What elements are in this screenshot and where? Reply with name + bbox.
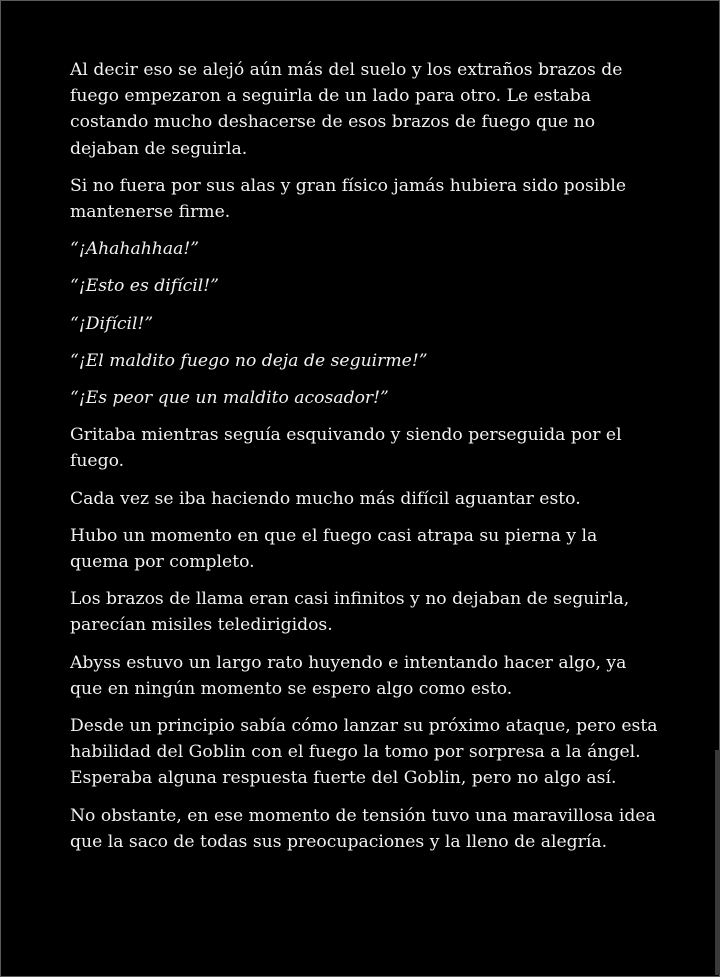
dialogue-line: “¡Difícil!” [70,313,154,334]
dialogue-line: “¡Es peor que un maldito acosador!” [70,388,389,409]
paragraph: Gritaba mientras seguía esquivando y siendo perseguida por el fuego. [70,425,622,472]
dialogue-line: “¡Esto es difícil!” [70,276,219,297]
paragraph: Los brazos de llama eran casi infinitos y no dejaban de seguirla, parecían misiles teledirigidos. [70,589,630,636]
story-text [70,57,660,866]
dialogue-line: “¡Ahahahhaa!” [70,239,200,260]
dialogue-line: “¡El maldito fuego no deja de seguirme!” [70,350,428,371]
paragraph: Desde un principio sabía cómo lanzar su próximo ataque, pero esta habilidad del Goblin con el fuego la tomo por sorpresa a la ángel. Esperaba alguna respuesta fuerte del Goblin, pero no algo así. [70,716,658,789]
scrollbar[interactable] [715,750,720,975]
paragraph: Abyss estuvo un largo rato huyendo e intentando hacer algo, ya que en ningún momento se espero algo como esto. [70,652,627,699]
paragraph: Hubo un momento en que el fuego casi atrapa su pierna y la quema por completo. [70,525,598,573]
paragraph: Cada vez se iba haciendo mucho más difícil aguantar esto. [70,488,581,509]
paragraph: No obstante, en ese momento de tensión tuvo una maravillosa idea que la saco de todas sus preocupaciones y la lleno de alegría. [70,805,656,852]
paragraph: Al decir eso se alejó aún más del suelo y los extraños brazos de fuego empezaron a seguirla de un lado para otro. Le estaba costando mucho deshacerse de esos brazos de fuego que no dejaban de seguirla. [70,60,623,159]
paragraph: Si no fuera por sus alas y gran físico jamás hubiera sido posible mantenerse firme. [70,175,627,223]
